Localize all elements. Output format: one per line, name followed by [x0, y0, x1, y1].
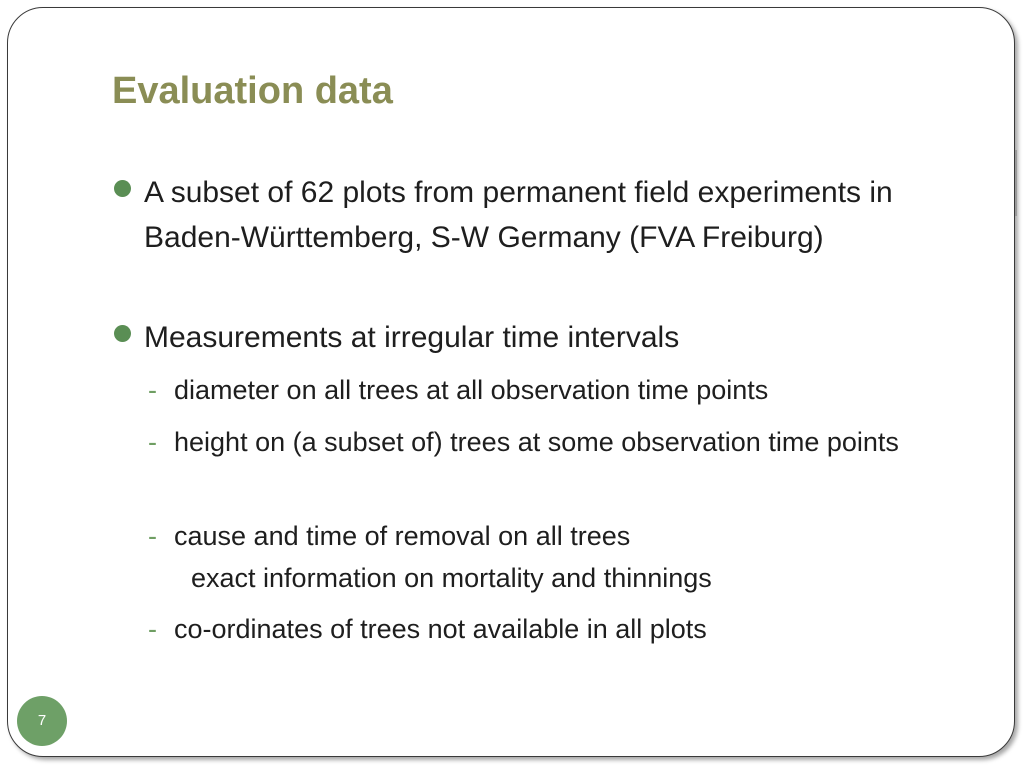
dash-marker: - — [148, 521, 157, 551]
bullet-text: A subset of 62 plots from permanent field experiments in Baden-Württemberg, S-W Germany (FVA Freiburg) — [144, 176, 893, 254]
sub-item — [148, 515, 938, 599]
sub-item-text: diameter on all trees at all observation time points — [174, 375, 769, 405]
dash-marker: - — [148, 614, 157, 644]
page-number-badge: 7 — [17, 696, 67, 746]
bullet-item — [114, 315, 914, 360]
bullet-item — [114, 170, 914, 260]
bullet-dot-icon — [114, 180, 131, 197]
sub-item — [148, 421, 938, 463]
sub-item-text: height on (a subset of) trees at some observation time points — [174, 427, 899, 457]
sub-item-note: exact information on mortality and thinnings — [191, 563, 712, 593]
dash-marker: - — [148, 427, 157, 457]
bullet-dot-icon — [114, 325, 131, 342]
dash-marker: - — [148, 375, 157, 405]
sub-item-text: co-ordinates of trees not available in all plots — [174, 614, 707, 644]
sub-item — [148, 369, 938, 411]
frame-edge-mark — [1015, 150, 1017, 216]
slide-title: Evaluation data — [112, 70, 393, 112]
sub-item — [148, 608, 938, 650]
sub-item-text: cause and time of removal on all trees — [174, 521, 631, 551]
bullet-text: Measurements at irregular time intervals — [144, 321, 680, 354]
